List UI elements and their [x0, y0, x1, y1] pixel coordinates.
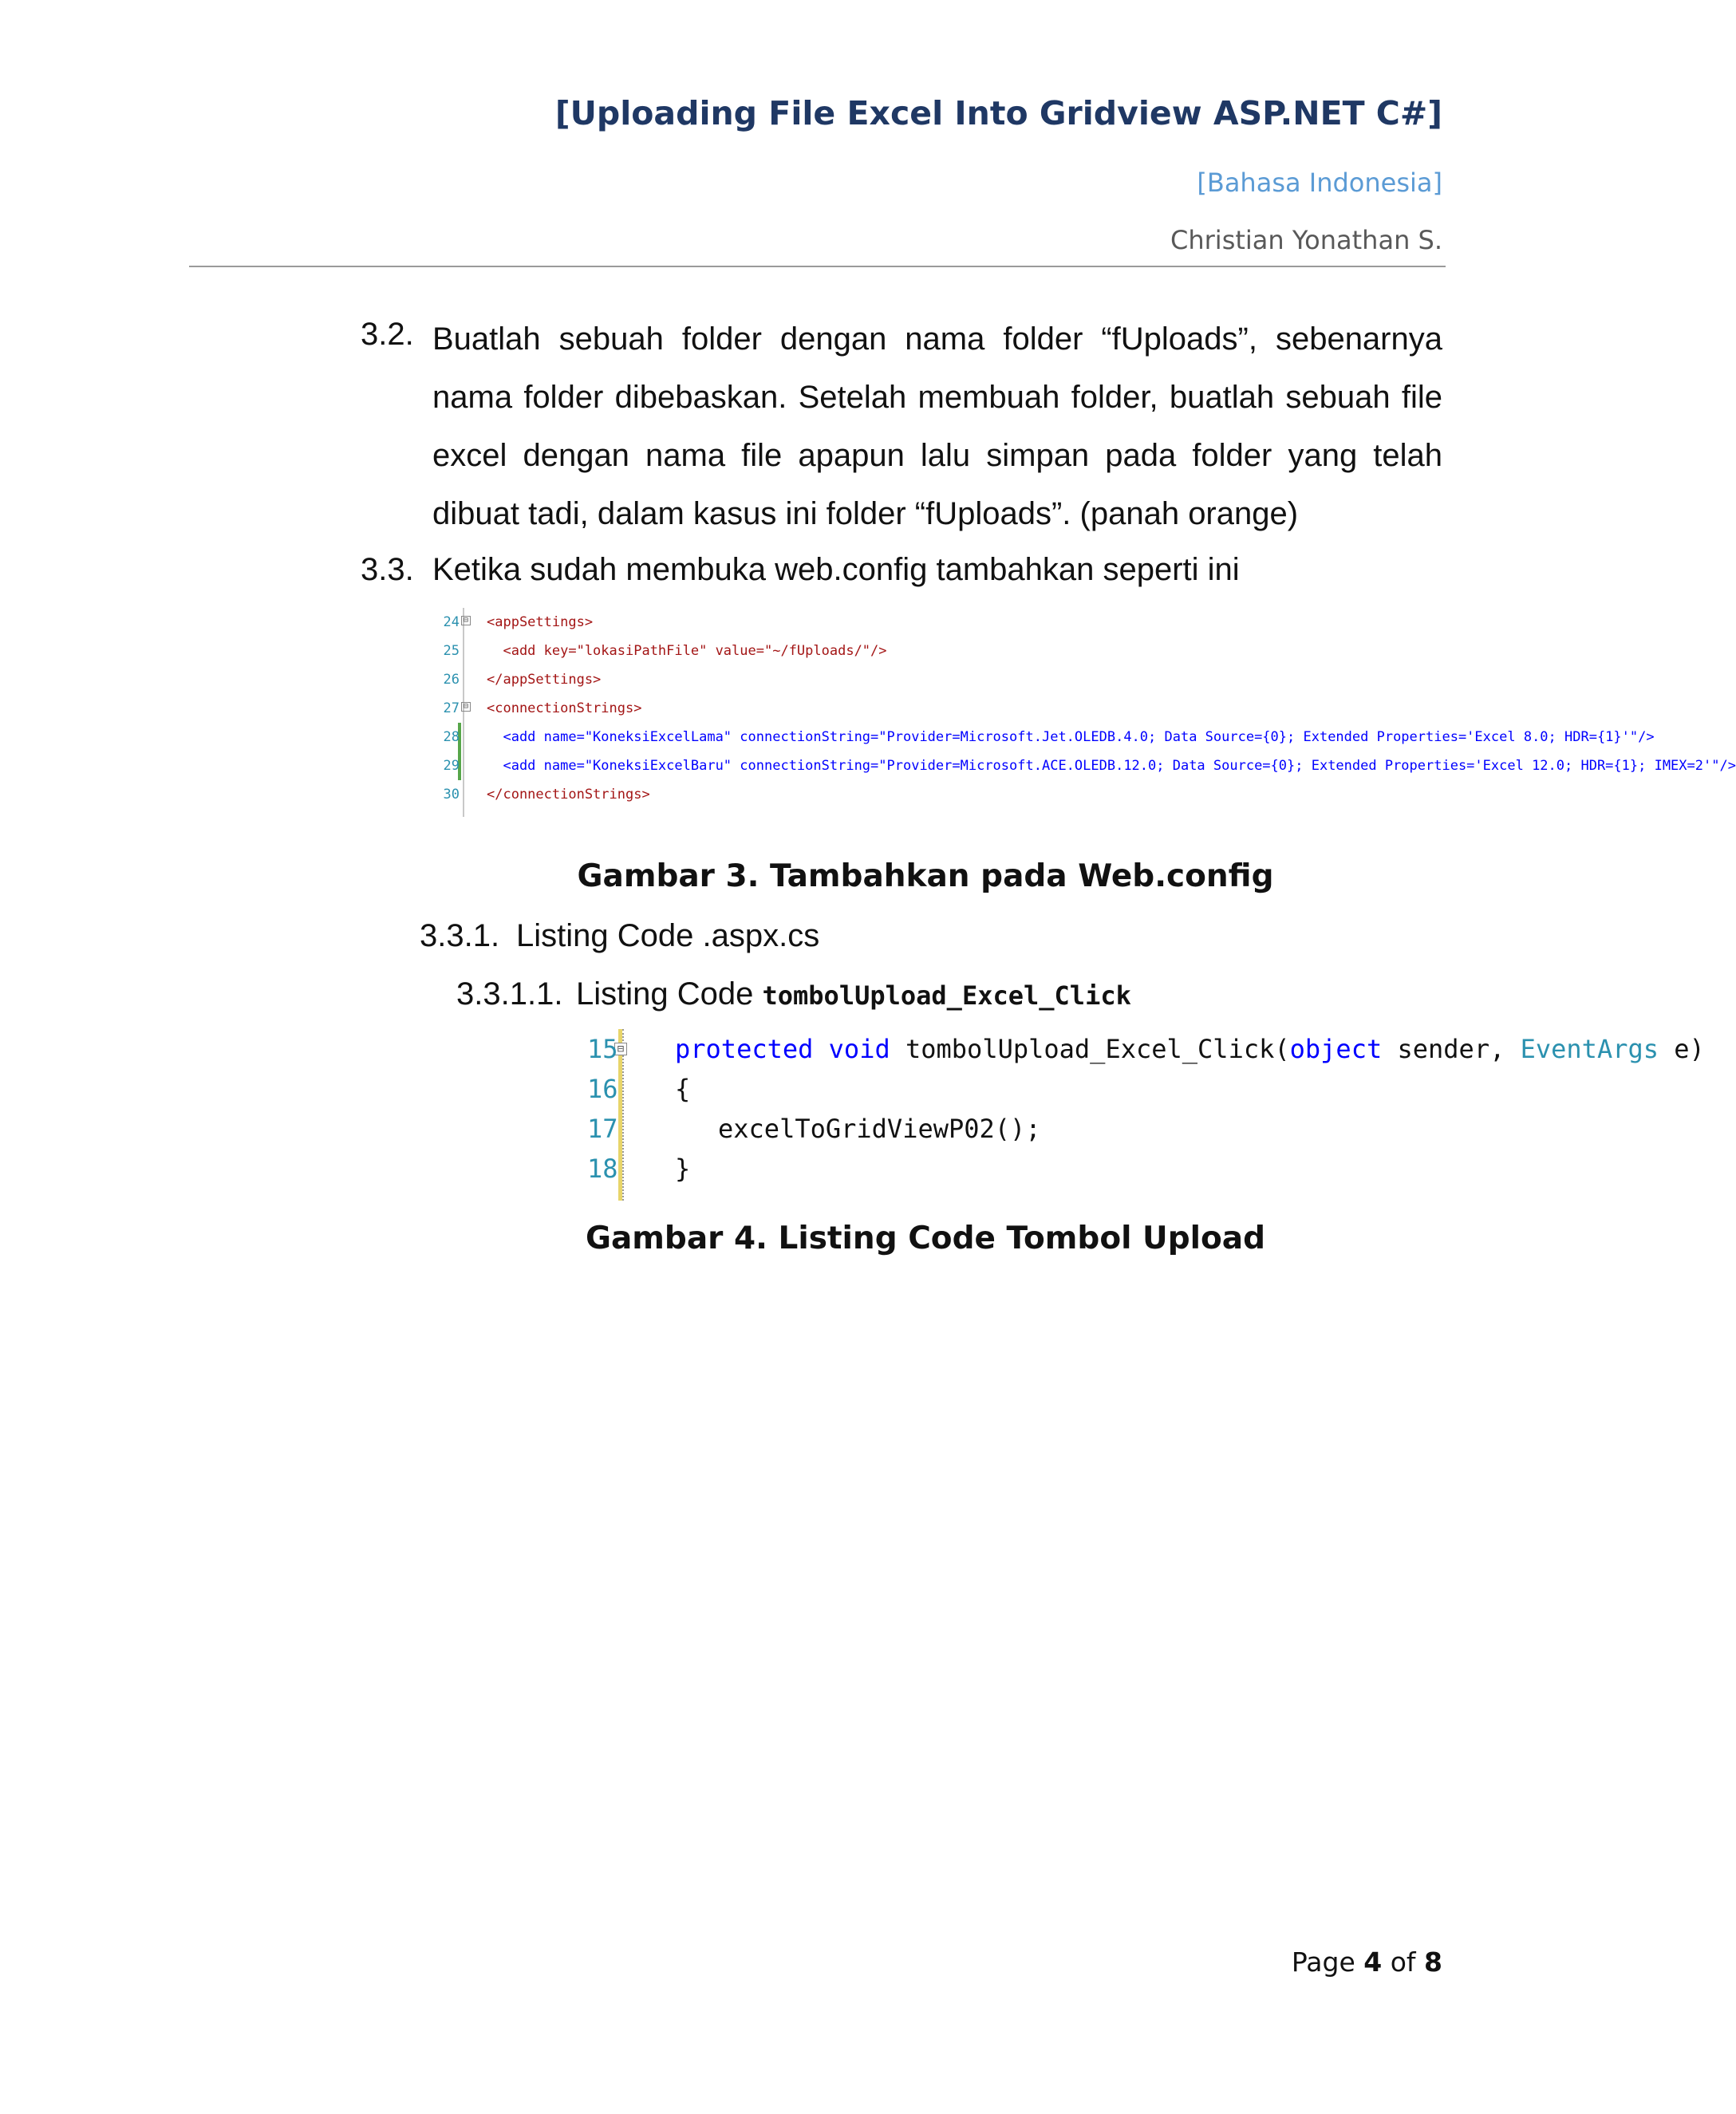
code-text: <connectionStrings>	[487, 700, 642, 716]
collapse-icon: ⊟	[461, 616, 471, 625]
section-text-3-3-1-1	[576, 976, 1131, 1012]
webconfig-code-screenshot	[437, 608, 1736, 817]
document-author: Christian Yonathan S.	[1170, 225, 1442, 255]
type-name: EventArgs	[1520, 1034, 1659, 1064]
total-pages: 8	[1424, 1946, 1442, 1978]
code-text: <add name="KoneksiExcelLama" connectionString="Provider=Microsoft.Jet.OLEDB.4.0; Data Source={0}; Extended Properties='Excel 8.0; HDR={1}'"/>	[487, 729, 1655, 745]
code-text: </appSettings>	[487, 672, 602, 688]
header-divider	[189, 266, 1446, 267]
collapse-icon: ⊟	[461, 702, 471, 712]
code-text: {	[675, 1074, 691, 1104]
line-number: 29	[443, 758, 460, 774]
method-name: tombolUpload_Excel_Click(	[905, 1034, 1290, 1064]
line-number: 15	[587, 1034, 618, 1064]
line-number: 27	[443, 700, 460, 716]
code-text: <appSettings>	[487, 614, 594, 630]
line-number: 25	[443, 643, 460, 659]
section-text-3-3: Ketika sudah membuka web.config tambahkan seperti ini	[432, 552, 1240, 587]
section-text: Listing Code	[576, 976, 763, 1012]
collapse-icon: ⊟	[614, 1043, 627, 1055]
code-text: <add key="lokasiPathFile" value="~/fUploads/"/>	[487, 643, 887, 659]
page-number	[1292, 1946, 1442, 1978]
page-label: Page	[1291, 1946, 1364, 1978]
figure-caption-4: Gambar 4. Listing Code Tombol Upload	[585, 1221, 1266, 1256]
section-number-3-3-1-1: 3.3.1.1.	[456, 976, 563, 1012]
code-text: e)	[1659, 1034, 1705, 1064]
code-text	[675, 1029, 1705, 1069]
code-text: }	[675, 1154, 691, 1184]
section-number-3-3-1: 3.3.1.	[420, 918, 500, 953]
keyword: void	[828, 1034, 890, 1064]
line-number: 16	[587, 1074, 618, 1104]
line-number: 30	[443, 787, 460, 803]
keyword: protected	[675, 1034, 814, 1064]
line-number: 24	[443, 614, 460, 630]
line-number: 28	[443, 729, 460, 745]
current-page: 4	[1363, 1946, 1383, 1978]
document-title: [Uploading File Excel Into Gridview ASP.NET C#]	[554, 94, 1442, 132]
section-text-3-2: Buatlah sebuah folder dengan nama folder “fUploads”, sebenarnya nama folder dibebaskan. Setelah membuah folder, buatlah sebuah file excel dengan nama file apapun lalu simpan pada folder yang telah dibuat tadi, dalam kasus ini folder “fUploads”. (panah orange)	[432, 321, 1442, 531]
line-number: 18	[587, 1154, 618, 1184]
code-gutter	[463, 608, 464, 817]
code-text: sender,	[1382, 1034, 1521, 1064]
upload-code-screenshot	[587, 1029, 1705, 1201]
section-number-3-2: 3.2.	[361, 317, 414, 352]
code-text: <add name="KoneksiExcelBaru" connectionString="Provider=Microsoft.ACE.OLEDB.12.0; Data Source={0}; Extended Properties='Excel 12.0; HDR={1}; IMEX=2'"/>	[487, 758, 1736, 774]
section-number-3-3: 3.3.	[361, 552, 414, 587]
of-label: of	[1382, 1946, 1425, 1978]
section-text-3-3-1: Listing Code .aspx.cs	[516, 918, 820, 953]
code-text: excelToGridViewP02();	[718, 1114, 1041, 1144]
line-number: 26	[443, 672, 460, 688]
inline-code: tombolUpload_Excel_Click	[762, 980, 1131, 1011]
document-language: [Bahasa Indonesia]	[1197, 168, 1442, 198]
line-number: 17	[587, 1114, 618, 1144]
code-text: </connectionStrings>	[487, 787, 650, 803]
keyword: object	[1289, 1034, 1383, 1064]
figure-caption-3: Gambar 3. Tambahkan pada Web.config	[577, 858, 1274, 894]
